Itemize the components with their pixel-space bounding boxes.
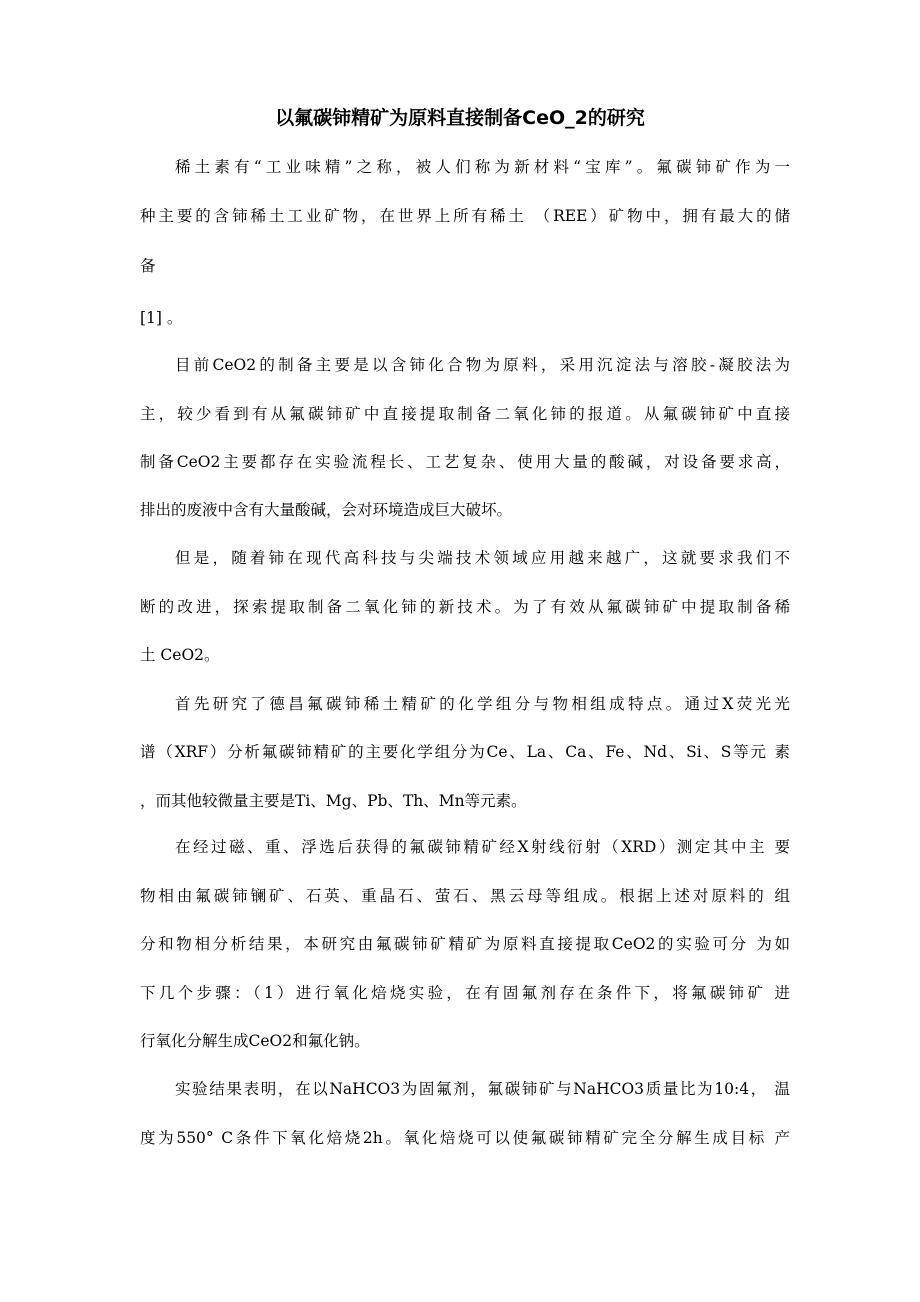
paragraph-1-line-3: 备 [140,257,156,275]
paragraph-5-line-3: 分和物相分析结果，本研究由氟碳铈矿精矿为原料直接提取CeO2的实验可分 为如 [140,935,790,953]
paragraph-5-line-1: 在经过磁、重、浮选后获得的氟碳铈精矿经X射线衍射（XRD）测定其中主 要 [175,838,790,856]
paragraph-4-line-3: ，而其他较微量主要是Ti、Mg、Pb、Th、Mn等元素。 [140,792,527,810]
paragraph-2-line-2: 主，较少看到有从氟碳铈矿中直接提取制备二氧化铈的报道。从氟碳铈矿中直接 [140,405,790,423]
paragraph-4-line-2: 谱（XRF）分析氟碳铈精矿的主要化学组分为Ce、La、Ca、Fe、Nd、Si、S等元 素 [140,743,790,761]
document-title: 以氟碳铈精矿为原料直接制备CeO_2的研究 [275,107,645,129]
paragraph-2-line-4: 排出的废液中含有大量酸碱，会对环境造成巨大破坏。 [140,501,513,519]
paragraph-2-line-1: 目前CeO2的制备主要是以含铈化合物为原料，采用沉淀法与溶胶-凝胶法为 [175,356,790,374]
paragraph-3-line-1: 但是，随着铈在现代高科技与尖端技术领域应用越来越广，这就要求我们不 [175,549,790,567]
paragraph-1-citation: [1] 。 [140,309,183,327]
paragraph-5-line-4: 下几个步骤：（1）进行氧化焙烧实验，在有固氟剂存在条件下，将氟碳铈矿 进 [140,984,790,1002]
paragraph-6-line-2: 度为550° C条件下氧化焙烧2h。氧化焙烧可以使氟碳铈精矿完全分解生成目标 产 [140,1129,790,1147]
paragraph-3-line-2: 断的改进，探索提取制备二氧化铈的新技术。为了有效从氟碳铈矿中提取制备稀 [140,598,790,616]
paragraph-5-line-2: 物相由氟碳铈镧矿、石英、重晶石、萤石、黑云母等组成。根据上述对原料的 组 [140,887,790,905]
paragraph-1-line-2: 种主要的含铈稀土工业矿物，在世界上所有稀土 （REE）矿物中，拥有最大的储 [140,207,790,225]
paragraph-3-line-3: 土 CeO2。 [140,646,220,664]
paragraph-6-line-1: 实验结果表明，在以NaHCO3为固氟剂，氟碳铈矿与NaHCO3质量比为10:4， 温 [175,1080,790,1098]
paragraph-1-line-1: 稀土素有“工业味精”之称，被人们称为新材料“宝库”。氟碳铈矿作为一 [175,158,790,176]
paragraph-4-line-1: 首先研究了德昌氟碳铈稀土精矿的化学组分与物相组成特点。通过X荧光光 [175,695,790,713]
paragraph-5-line-5: 行氧化分解生成CeO2和氟化钠。 [140,1032,370,1050]
paragraph-2-line-3: 制备CeO2主要都存在实验流程长、工艺复杂、使用大量的酸碱，对设备要求高， [140,453,790,471]
